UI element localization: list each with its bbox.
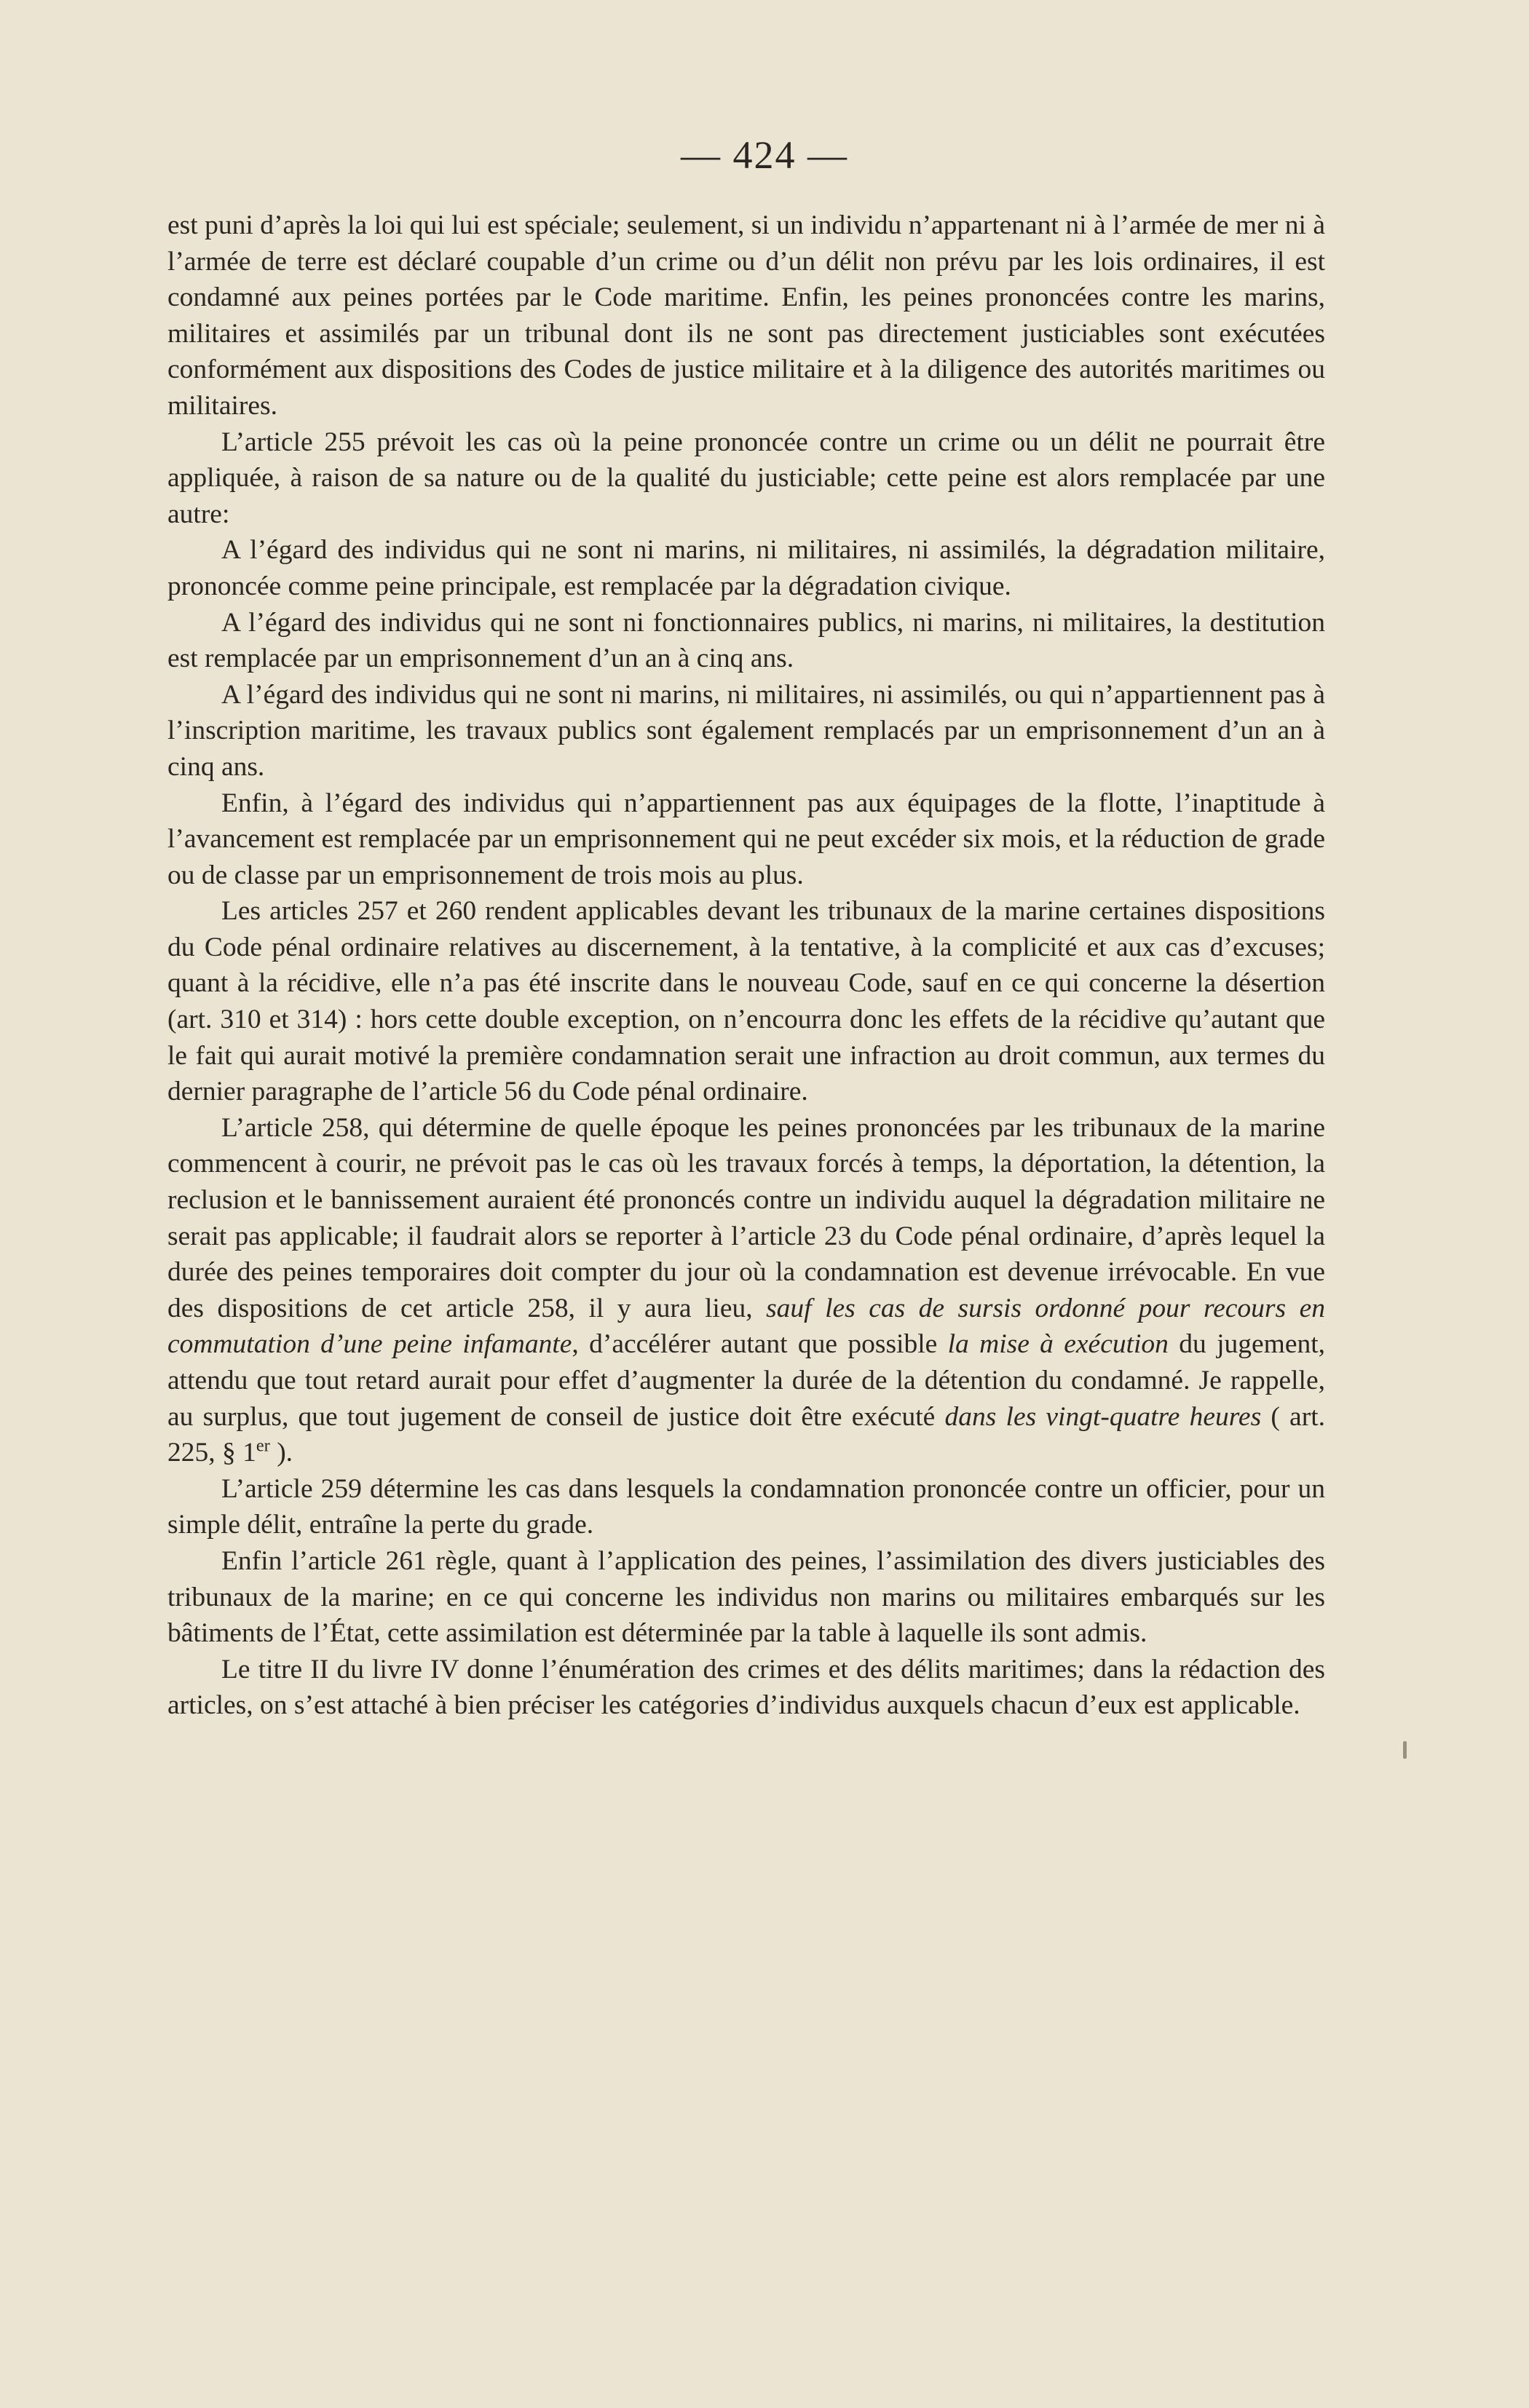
paragraph-8-italic-1: sauf les cas de sursis ordonné pour recours en commutation d’une peine infamante (167, 1293, 1325, 1360)
paragraph-8-text-e: ). (269, 1438, 293, 1468)
paragraph-2: L’article 255 prévoit les cas où la peine prononcée contre un crime ou un délit ne pourrait être appliquée, à raison de sa nature ou de la qualité du justiciable; cette peine est alors remplacée par une autre: (167, 427, 1325, 529)
text-body (167, 207, 1325, 1724)
paragraph-3: A l’égard des individus qui ne sont ni marins, ni militaires, ni assimilés, la dégradation militaire, prononcée comme peine principale, est remplacée par la dégradation civique. (167, 535, 1325, 601)
paragraph-5: A l’égard des individus qui ne sont ni marins, ni militaires, ni assimilés, ou qui n’appartiennent pas à l’inscription maritime, les travaux publics sont également remplacés par un emprisonnement d’un an à cinq ans. (167, 679, 1325, 782)
paragraph-8-text-b: , d’accélérer autant que possible (572, 1329, 948, 1360)
paper-speck (1403, 1741, 1407, 1759)
paragraph-8-italic-2: la mise à exécution (947, 1329, 1169, 1360)
paragraph-4: A l’égard des individus qui ne sont ni fonctionnaires publics, ni marins, ni militaires, la destitution est remplacée par un emprisonnement d’un an à cinq ans. (167, 607, 1325, 674)
paragraph-8-text-c: du jugement, attendu que tout retard aurait pour effet d’augmenter la durée de la détention du condamné. Je rappelle, au surplus, que tout jugement de conseil de justice doit être exécuté (167, 1329, 1326, 1432)
paragraph-10: Enfin l’article 261 règle, quant à l’application des peines, l’assimilation des divers justiciables des tribunaux de la marine; en ce qui concerne les individus non marins ou militaires embarqués sur les bâtiments de l’État, cette assimilation est déterminée par la table à laquelle ils sont admis. (167, 1545, 1325, 1649)
page-number: — 424 — (681, 133, 848, 177)
paragraph-8-superscript: er (256, 1435, 270, 1456)
paragraph-8-text-a: L’article 258, qui détermine de quelle époque les peines prononcées par les tribunaux de la marine commencent à courir, ne prévoit pas le cas où les travaux forcés à temps, la déportation, la détention, la reclusion et le bannissement auraient été prononcés contre un individu auquel la dégradation militaire ne serait pas applicable; il faudrait alors se reporter à l’article 23 du Code pénal ordinaire, d’après lequel la durée des peines temporaires doit compter du jour où la condamnation est devenue irrévocable. En vue des dispositions de cet article 258, il y aura lieu, (167, 1112, 1325, 1323)
paragraph-8-text-d: ( art. 225, § 1 (167, 1401, 1325, 1468)
paragraph-9: L’article 259 détermine les cas dans lesquels la condamnation prononcée contre un officier, pour un simple délit, entraîne la perte du grade. (167, 1473, 1325, 1540)
paragraph-6: Enfin, à l’égard des individus qui n’appartiennent pas aux équipages de la flotte, l’inaptitude à l’avancement est remplacée par un emprisonnement qui ne peut excéder six mois, et la réduction de grade ou de classe par un emprisonnement de trois mois au plus. (167, 788, 1325, 890)
paragraph-1: est puni d’après la loi qui lui est spéciale; seulement, si un individu n’appartenant ni à l’armée de mer ni à l’armée de terre est déclaré coupable d’un crime ou d’un délit non prévu par les lois ordinaires, il est condamné aux peines portées par le Code maritime. Enfin, les peines prononcées contre les marins, militaires et assimilés par un tribunal dont ils ne sont pas directement justiciables sont exécutées conformément aux dispositions des Codes de justice militaire et à la diligence des autorités maritimes ou militaires. (167, 210, 1325, 421)
paragraph-11: Le titre II du livre IV donne l’énumération des crimes et des délits maritimes; dans la rédaction des articles, on s’est attaché à bien préciser les catégories d’individus auxquels chacun d’eux est applicable. (167, 1654, 1325, 1721)
paragraph-7: Les articles 257 et 260 rendent applicables devant les tribunaux de la marine certaines dispositions du Code pénal ordinaire relatives au discernement, à la tentative, à la complicité et aux cas d’excuses; quant à la récidive, elle n’a pas été inscrite dans le nouveau Code, sauf en ce qui concerne la désertion (art. 310 et 314) : hors cette double exception, on n’encourra donc les effets de la récidive qu’autant que le fait qui aurait motivé la première condamnation serait une infraction au droit commun, aux termes du dernier paragraphe de l’article 56 du Code pénal ordinaire. (167, 896, 1325, 1107)
paragraph-8-italic-3: dans les vingt-quatre heures (944, 1401, 1262, 1432)
paragraph-8 (167, 1110, 1325, 1471)
